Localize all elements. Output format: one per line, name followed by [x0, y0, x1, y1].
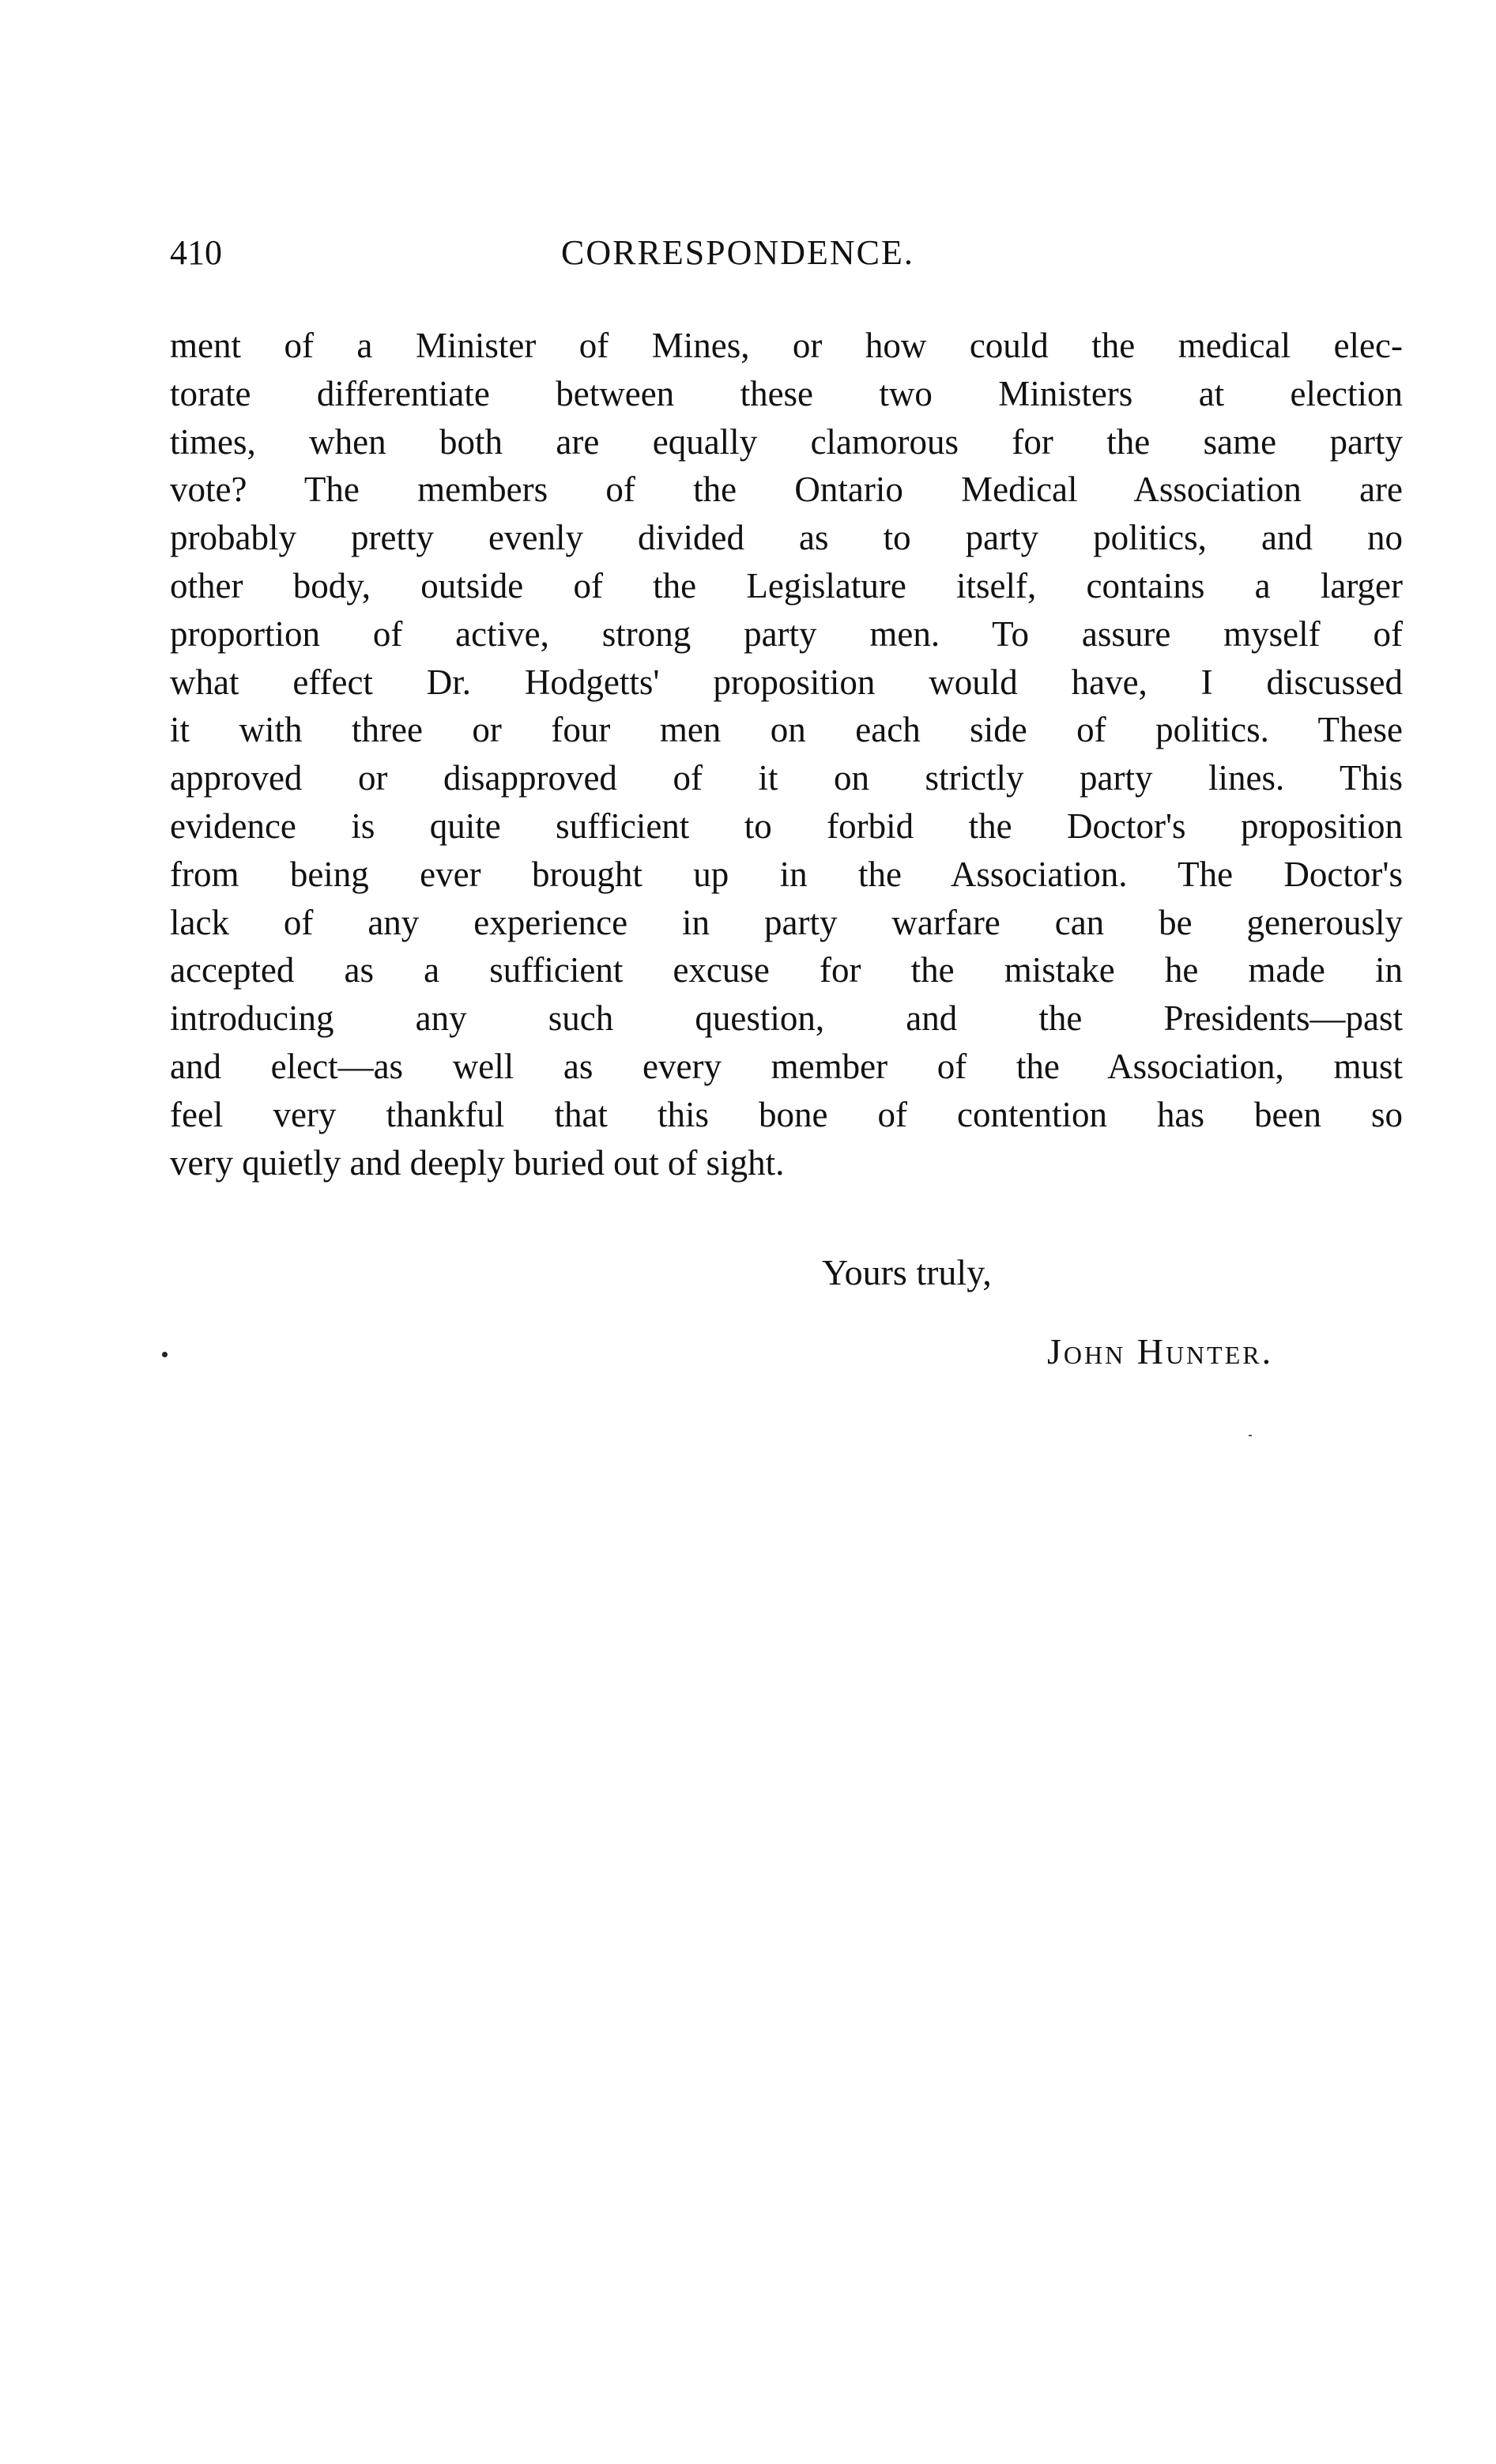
- body-line: evidence is quite sufficient to forbid the Doctor's proposition: [170, 806, 1403, 846]
- body-line: other body, outside of the Legislature itself, contains a larger: [170, 565, 1403, 606]
- body-line: vote? The members of the Ontario Medical Association are: [170, 470, 1403, 510]
- stray-mark: [1249, 1435, 1252, 1436]
- body-line: accepted as a sufficient excuse for the mistake he made in: [170, 950, 1403, 991]
- body-line: very quietly and deeply buried out of sight.: [170, 1142, 785, 1183]
- body-line: times, when both are equally clamorous for the same party: [170, 421, 1403, 462]
- body-line: introducing any such question, and the Presidents—past: [170, 998, 1403, 1039]
- page-number: 410: [170, 233, 222, 272]
- body-line: from being ever brought up in the Association. The Doctor's: [170, 854, 1403, 894]
- body-line: feel very thankful that this bone of contention has been so: [170, 1094, 1403, 1134]
- body-line: and elect—as well as every member of the Association, must: [170, 1046, 1403, 1086]
- signature: John Hunter.: [1047, 1331, 1274, 1372]
- body-line: torate differentiate between these two Ministers at election: [170, 373, 1403, 413]
- body-line: what effect Dr. Hodgetts' proposition would have, I discussed: [170, 662, 1403, 702]
- closing-salutation: Yours truly,: [822, 1252, 992, 1292]
- body-line: it with three or four men on each side of politics. These: [170, 710, 1403, 750]
- body-line: proportion of active, strong party men. To assure myself of: [170, 613, 1403, 654]
- letter-body: [170, 322, 1403, 1187]
- running-head: [170, 229, 1403, 277]
- body-line: ment of a Minister of Mines, or how could the medical elec-: [170, 326, 1403, 365]
- body-line: lack of any experience in party warfare can be generously: [170, 902, 1403, 942]
- stray-dot: [162, 1352, 168, 1357]
- body-line: approved or disapproved of it on strictly party lines. This: [170, 758, 1403, 798]
- body-line: probably pretty evenly divided as to party politics, and no: [170, 518, 1403, 558]
- running-title: CORRESPONDENCE.: [561, 233, 914, 272]
